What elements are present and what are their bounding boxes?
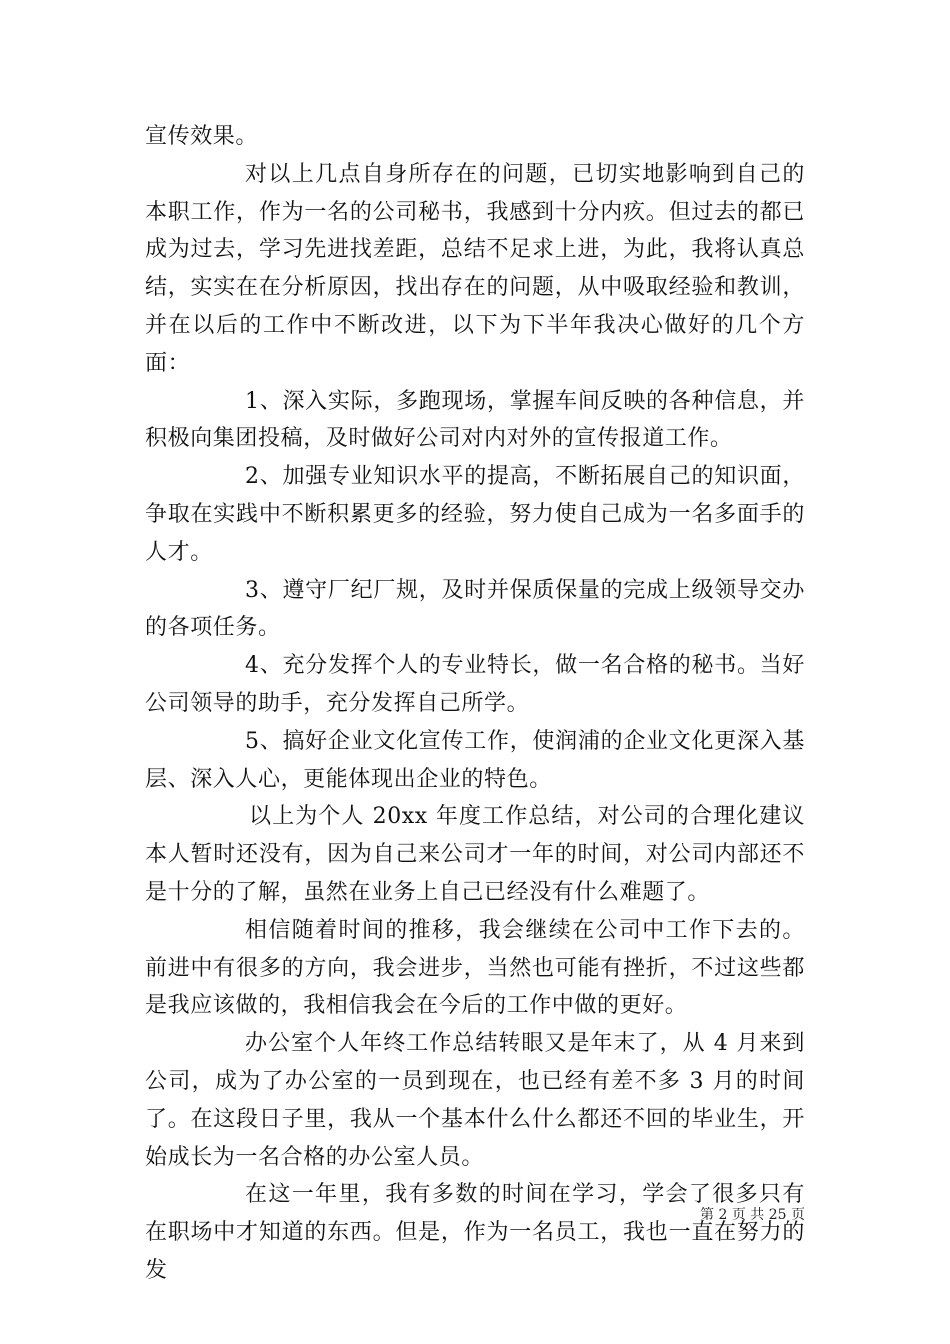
page-number: 第 2 页 共 25 页 [700, 1207, 805, 1223]
paragraph-item-1: 1、深入实际，多跑现场，掌握车间反映的各种信息，并积极向集团投稿，及时做好公司对内对外的宣传报道工作。 [145, 388, 805, 452]
paragraph-continuation: 宣传效果。 [145, 124, 259, 149]
document-body [145, 118, 805, 1290]
paragraph-item-2: 2、加强专业知识水平的提高，不断拓展自己的知识面，争取在实践中不断积累更多的经验，努力使自己成为一名多面手的人才。 [145, 464, 805, 565]
paragraph-outlook: 相信随着时间的推移，我会继续在公司中工作下去的。前进中有很多的方向，我会进步，当然也可能有挫折，不过这些都是我应该做的，我相信我会在今后的工作中做的更好。 [145, 917, 805, 1019]
paragraph-office-summary: 办公室个人年终工作总结转眼又是年末了，从 4 月来到公司，成为了办公室的一员到现在，也已经有差不多 3 月的时间了。在这段日子里，我从一个基本什么什么都还不回的毕业生，开始成长为一名合格的办公室人员。 [145, 1031, 805, 1170]
paragraph-item-4: 4、充分发挥个人的专业特长，做一名合格的秘书。当好公司领导的助手，充分发挥自己所学。 [145, 653, 805, 716]
paragraph-summary: 以上为个人 20xx 年度工作总结，对公司的合理化建议本人暂时还没有，因为自己来公司才一年的时间，对公司内部还不是十分的了解，虽然在业务上自己已经没有什么难题了。 [145, 804, 805, 905]
paragraph-year-review: 在这一年里，我有多数的时间在学习，学会了很多只有在职场中才知道的东西。但是，作为一名员工，我也一直在努力的发 [145, 1182, 805, 1283]
paragraph-item-5: 5、搞好企业文化宣传工作，使润浦的企业文化更深入基层、深入人心，更能体现出企业的特色。 [145, 728, 805, 792]
paragraph-problems: 对以上几点自身所存在的问题，已切实地影响到自己的本职工作，作为一名的公司秘书，我感到十分内疚。但过去的都已成为过去，学习先进找差距，总结不足求上进，为此，我将认真总结，实实在在分析原因，找出存在的问题，从中吸取经验和教训，并在以后的工作中不断改进，以下为下半年我决心做好的几个方面： [145, 161, 805, 376]
paragraph-item-3: 3、遵守厂纪厂规，及时并保质保量的完成上级领导交办的各项任务。 [145, 577, 805, 641]
